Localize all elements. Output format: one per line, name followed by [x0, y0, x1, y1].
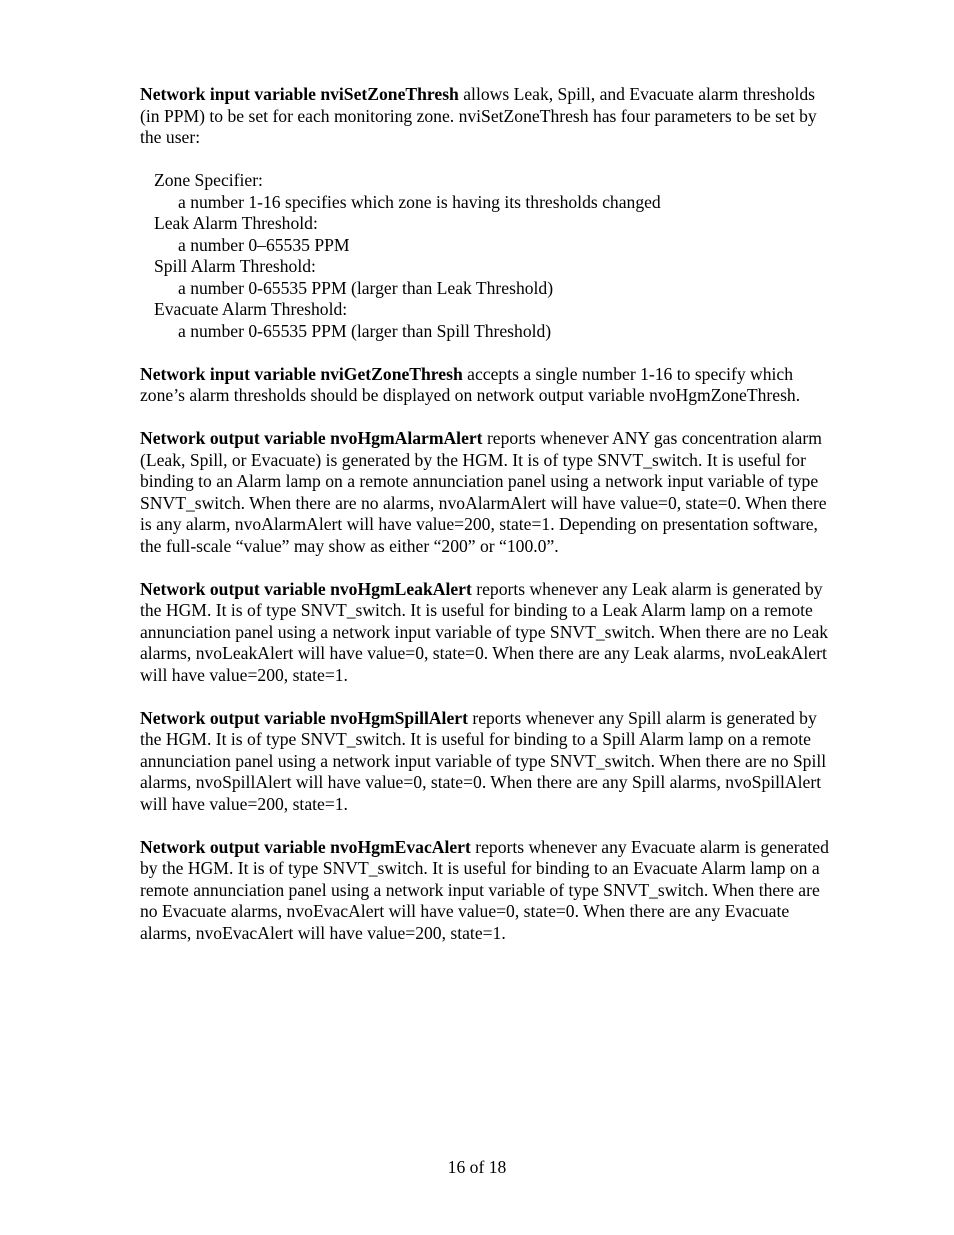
paragraph-nviGetZoneThresh: [140, 364, 830, 407]
paragraph-nvoHgmSpillAlert: [140, 708, 830, 816]
paragraph-heading: Network input variable nviGetZoneThresh: [140, 363, 463, 384]
paragraph-heading: Network output variable nvoHgmLeakAlert: [140, 578, 472, 599]
paragraph-heading: Network output variable nvoHgmSpillAlert: [140, 707, 468, 728]
parameter-description: a number 0–65535 PPM: [178, 234, 350, 255]
paragraph-body: reports whenever any Spill alarm is generated by the HGM. It is of type SNVT_switch. It is useful for binding to a Spill Alarm lamp on a remote annunciation panel using a network input variable of type SNVT_switch. When there are no Spill alarms, nvoSpillAlert will have value=0, state=0. When there are any Spill alarms, nvoSpillAlert will have value=200, state=1.: [140, 707, 827, 814]
paragraph-nvoHgmAlarmAlert: [140, 428, 830, 557]
parameter-label: Spill Alarm Threshold:: [154, 256, 316, 276]
paragraph-body: reports whenever any Leak alarm is generated by the HGM. It is of type SNVT_switch. It is useful for binding to a Leak Alarm lamp on a remote annunciation panel using a network input variable of type SNVT_switch. When there are no Leak alarms, nvoLeakAlert will have value=0, state=0. When there are any Leak alarms, nvoLeakAlert will have value=200, state=1.: [140, 578, 829, 685]
page-number: 16 of 18: [447, 1157, 507, 1177]
paragraph-nvoHgmLeakAlert: [140, 579, 830, 687]
parameter-description: a number 0-65535 PPM (larger than Spill Threshold): [178, 320, 552, 341]
document-page: [140, 84, 830, 966]
paragraph-heading: Network output variable nvoHgmAlarmAlert: [140, 428, 483, 448]
parameter-label: Leak Alarm Threshold:: [154, 213, 318, 233]
paragraph-heading: Network input variable nviSetZoneThresh: [140, 84, 459, 104]
parameter-label: Evacuate Alarm Threshold:: [154, 299, 348, 319]
parameter-description: a number 1-16 specifies which zone is having its thresholds changed: [178, 191, 661, 212]
paragraph-body: accepts a single number 1-16 to specify which zone’s alarm thresholds should be displayed on network output variable nvoHgmZoneThresh.: [140, 363, 801, 405]
paragraph-nviSetZoneThresh: [140, 84, 830, 149]
parameter-description: a number 0-65535 PPM (larger than Leak Threshold): [178, 277, 554, 298]
parameter-label: Zone Specifier:: [154, 170, 263, 190]
paragraph-body: reports whenever any Evacuate alarm is generated by the HGM. It is of type SNVT_switch. It is useful for binding to an Evacuate Alarm lamp on a remote annunciation panel using a network input variable of type SNVT_switch. When there are no Evacuate alarms, nvoEvacAlert will have value=0, state=0. When there are any Evacuate alarms, nvoEvacAlert will have value=200, state=1.: [140, 836, 829, 943]
paragraph-body: allows Leak, Spill, and Evacuate alarm thresholds (in PPM) to be set for each monitoring zone. nviSetZoneThresh has four parameters to be set by the user:: [140, 84, 817, 147]
paragraph-body: reports whenever ANY gas concentration alarm (Leak, Spill, or Evacuate) is generated by the HGM. It is of type SNVT_switch. It is useful for binding to an Alarm lamp on a remote annunciation panel using a network input variable of type SNVT_switch. When there are no alarms, nvoAlarmAlert will have value=0, state=0. When there is any alarm, nvoAlarmAlert will have value=200, state=1. Depending on presentation software, the full-scale “value” may show as either “200” or “100.0”.: [140, 428, 827, 556]
parameter-list: [140, 170, 830, 342]
paragraph-heading: Network output variable nvoHgmEvacAlert: [140, 836, 471, 857]
paragraph-nvoHgmEvacAlert: [140, 837, 830, 945]
